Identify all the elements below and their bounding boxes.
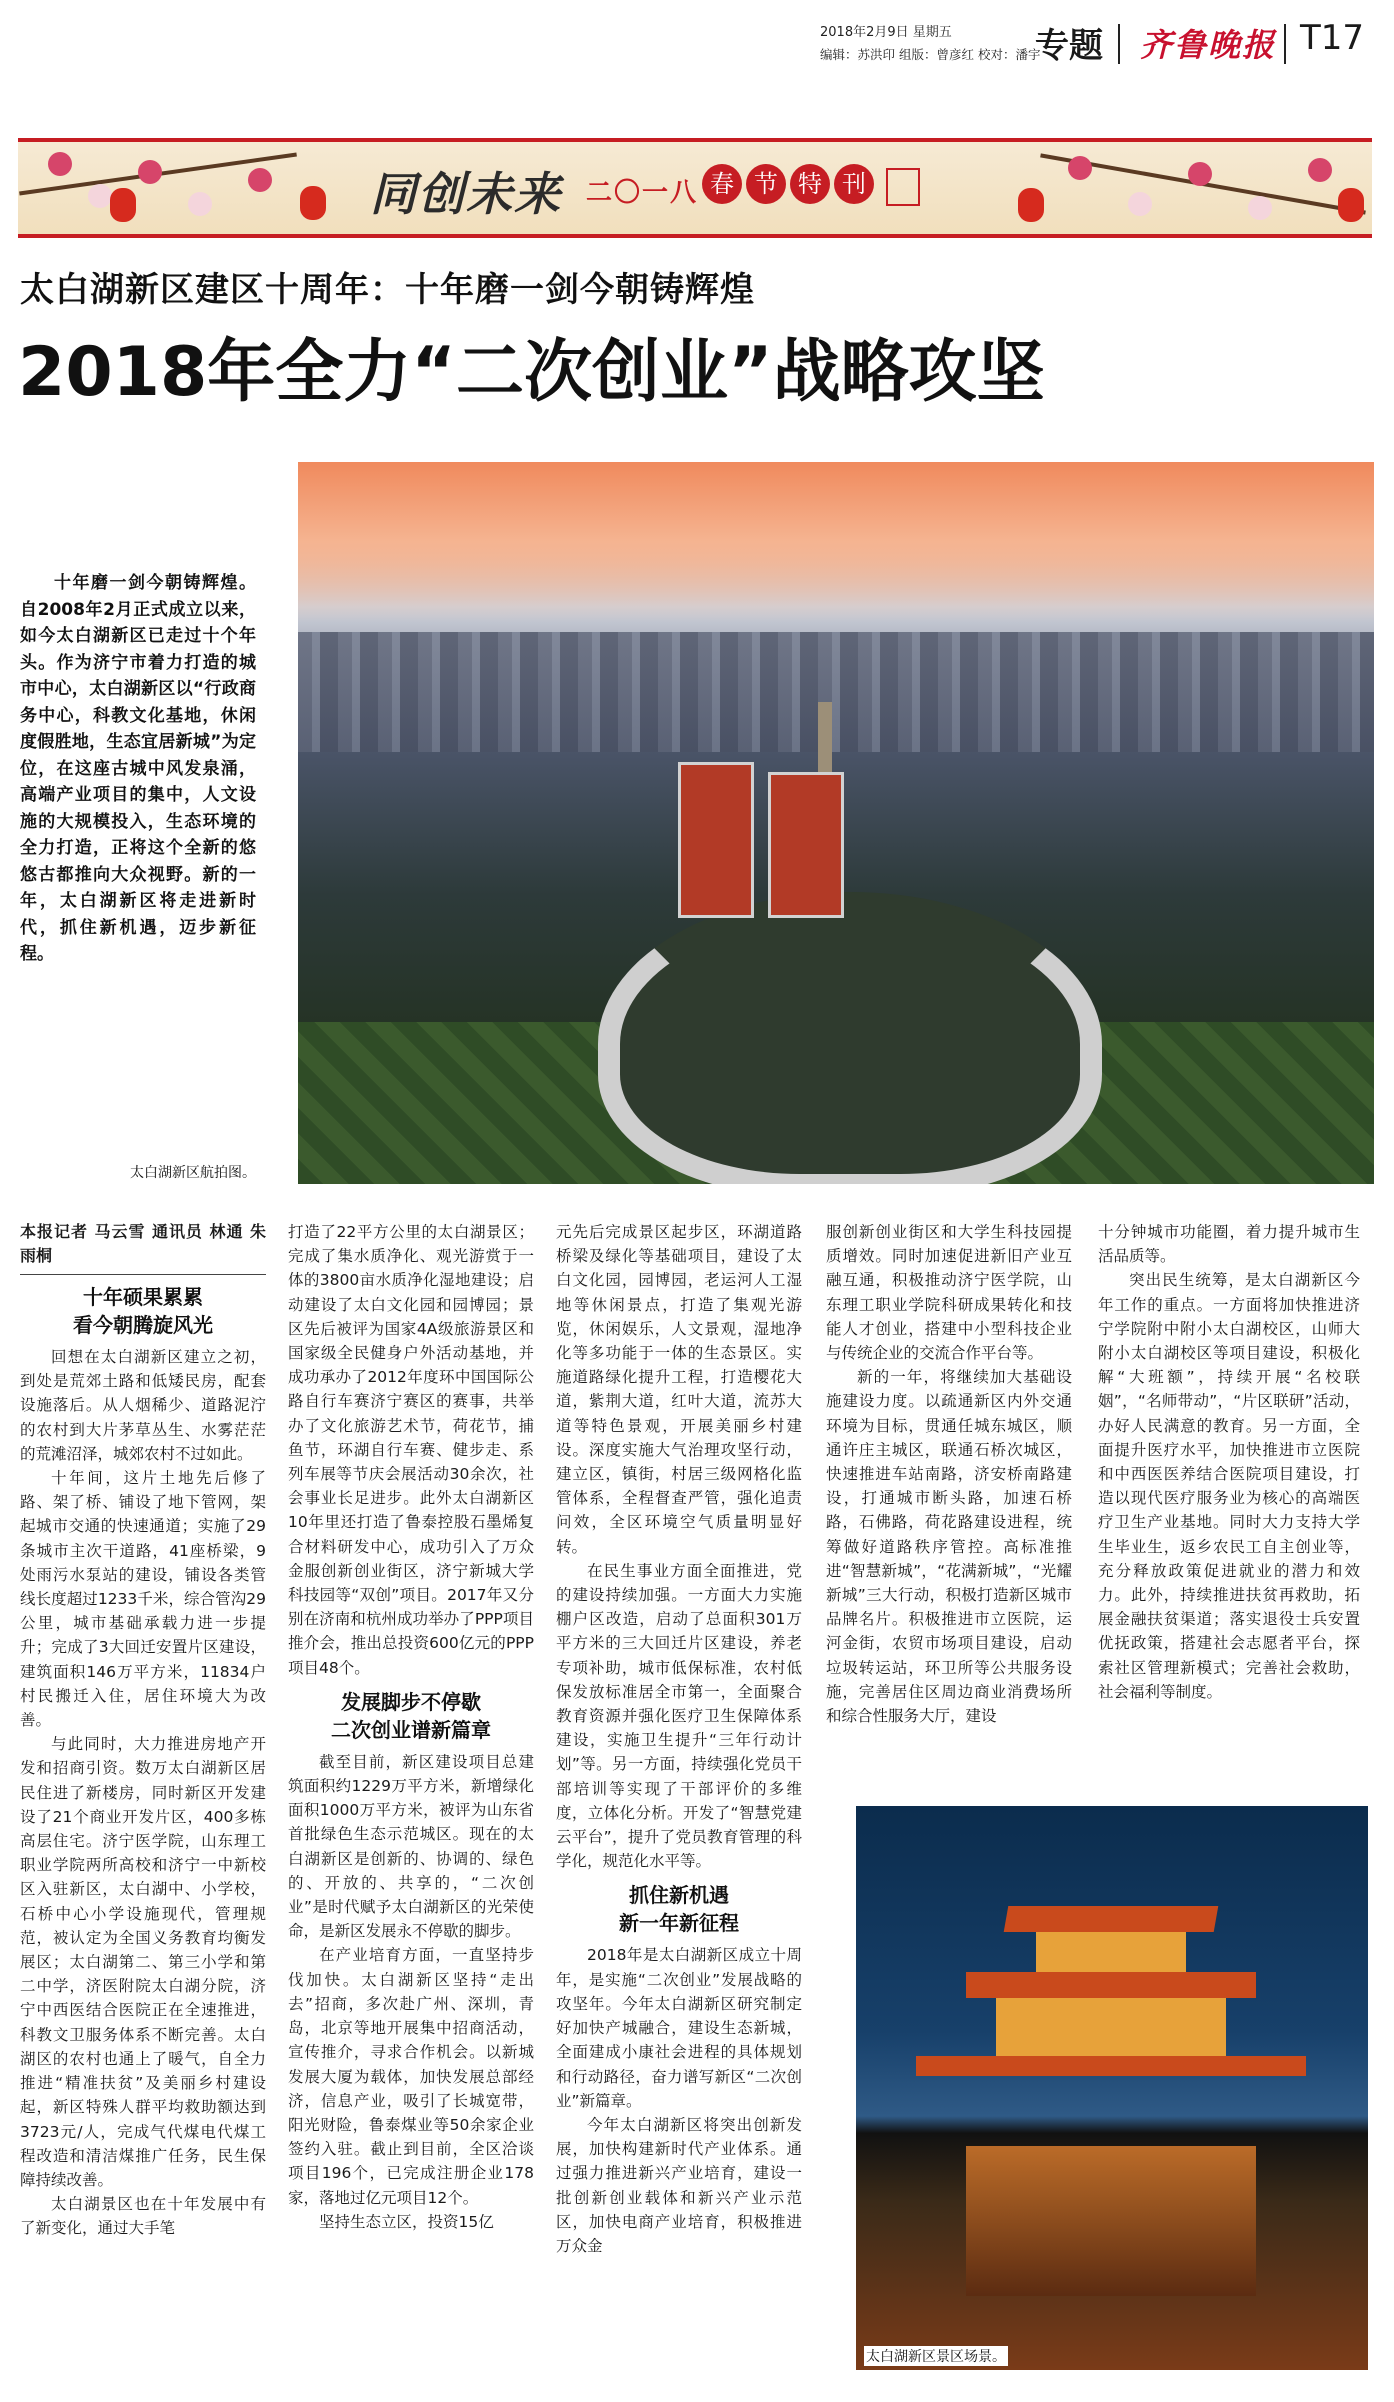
byline: 本报记者 马云雪 通讯员 林通 朱雨桐 [20,1220,266,1275]
lead-text: 十年磨一剑今朝铸辉煌。自2008年2月正式成立以来，如今太白湖新区已走过十个年头。作为济宁市着力打造的城市中心，太白湖新区以“行政商务中心，科教文化基地，休闲度假胜地，生态宜居新城”为定位，在这座古城中风发泉涌，高端产业项目的集中，人文设施的大规模投入，生态环境的全力打造，正将这个全新的悠悠古都推向大众视野。新的一年，太白湖新区将走进新时代，抓住新机遇，迈步新征程。 [20,573,256,964]
article-column-4 [826,1220,1072,1728]
plum-flower-graphic [138,160,162,184]
paragraph: 太白湖景区也在十年发展中有了新变化，通过大手笔 [20,2195,266,2238]
article-column-5 [1098,1220,1360,1704]
plum-flower-graphic [1068,156,1092,180]
plum-flower-graphic [1308,158,1332,182]
banner-year: 二〇一八 [586,178,699,208]
paragraph: 与此同时，大力推进房地产开发和招商引资。数万太白湖新区居民住进了新楼房，同时新区开发建设了21个商业开发片区，400多栋高层住宅。济宁医学院，山东理工职业学院两所高校和济宁一中新校区入驻新区，太白湖中、小学校，石桥中心小学设施现代，管理规范，被认定为全国义务教育均衡发展区；太白湖第二、第三小学和第二中学，济医附院太白湖分院，济宁中西医结合医院正在全速推进，科教文卫服务体系不断完善。太白湖区的农村也通上了暖气，自全力推进“精准扶贫”及美丽乡村建设起，新区特殊人群平均救助额达到3723元/人，完成气代煤电代煤工程改造和清洁煤推广任务，民生保障持续改善。 [20,1735,266,2189]
lead-paragraph [20,570,256,968]
aerial-photo [298,462,1374,1184]
paragraph: 十分钟城市功能圈，着力提升城市生活品质等。 [1098,1223,1360,1266]
date-line: 2018年2月9日 星期五 [820,25,952,40]
festival-banner [18,138,1372,238]
paragraph: 截至目前，新区建设项目总建筑面积约1229万平方米，新增绿化面积1000万平方米，被评为山东省首批绿色生态示范城区。现在的太白湖新区是创新的、协调的、绿色的、开放的、共享的，“二次创业”是时代赋予太白湖新区的光荣使命，是新区发展永不停歇的脚步。 [288,1752,534,1941]
pavilion-photo [856,1806,1368,2370]
badge-char: 特 [790,164,830,204]
section-heading-1: 十年硕果累累 看今朝腾旋风光 [73,1285,213,1337]
plum-flower-graphic [188,192,212,216]
paragraph: 2018年是太白湖新区成立十周年，是实施“二次创业”发展战略的攻坚年。今年太白湖新区研究制定好加快产城融合，建设生态新城，全面建成小康社会进程的具体规划和行动路径，奋力谱写新区“二次创业”新篇章。 [556,1946,802,2110]
section-topic: 专题 [1035,26,1103,66]
photo1-caption: 太白湖新区航拍图。 [128,1162,258,1182]
paragraph: 元先后完成景区起步区，环湖道路桥梁及绿化等基础项目，建设了太白文化园，园博园，老运河人工湿地等休闲景点，打造了集观光游览，休闲娱乐，人文景观，湿地净化等多功能于一体的生态景区。实施道路绿化提升工程，打造樱花大道，紫荆大道，红叶大道，流苏大道等特色景观，开展美丽乡村建设。深度实施大气治理攻坚行动，建立区，镇街，村居三级网格化监管体系，全程督查严管，强化追责问效，全区环境空气质量明显好转。 [556,1223,802,1556]
headline-subtitle: 太白湖新区建区十周年：十年磨一剑今朝铸辉煌 [20,270,755,310]
header-divider [1118,24,1120,64]
spring-festival-badges [702,164,878,204]
section-heading-2: 发展脚步不停歇 二次创业谱新篇章 [331,1689,491,1742]
article-column-3 [556,1220,802,2258]
plum-flower-graphic [48,152,72,176]
masthead-meta [820,22,1040,66]
paragraph: 突出民生统筹，是太白湖新区今年工作的重点。一方面将加快推进济宁学院附中附小太白湖校区，山师大附小太白湖校区等项目建设，积极化解“大班额”，持续开展“名校联姻”，“名师带动”，“片区联研”活动，办好人民满意的教育。另一方面，全面提升医疗水平，加快推进市立医院和中西医医养结合医院项目建设，打造以现代医疗服务业为核心的高端医疗卫生产业基地。同时大力支持大学生毕业生，返乡农民工自主创业等，充分释放政策促进就业的潜力和效力。此外，持续推进扶贫再救助，拓展金融扶贫渠道；落实退役士兵安置优抚政策，搭建社会志愿者平台，探索社区管理新模式；完善社会救助，社会福利等制度。 [1098,1271,1360,1701]
plum-flower-graphic [1188,162,1212,186]
plum-flower-graphic [88,184,112,208]
paragraph: 打造了22平方公里的太白湖景区；完成了集水质净化、观光游赏于一体的3800亩水质净化湿地建设；启动建设了太白文化园和园博园；景区先后被评为国家4A级旅游景区和国家级全民健身户外活动基地，并成功承办了2012年度环中国国际公路自行车赛济宁赛区的赛事，共举办了文化旅游艺术节，荷花节，捕鱼节，环湖自行车赛、健步走、系列车展等节庆会展活动30余次，社会事业长足进步。此外太白湖新区10年里还打造了鲁泰控股石墨烯复合材料研发中心，成功引入了万众金服创新创业街区，济宁新城大学科技园等“双创”项目。2017年又分别在济南和杭州成功举办了PPP项目推介会，推出总投资600亿元的PPP项目48个。 [288,1223,534,1677]
paragraph: 服创新创业街区和大学生科技园提质增效。同时加速促进新旧产业互融互通，积极推动济宁医学院，山东理工职业学院科研成果转化和技能人才创业，搭建中小型科技企业与传统企业的交流合作平台等。 [826,1223,1072,1363]
badge-char: 节 [746,164,786,204]
paragraph: 在民生事业方面全面推进，党的建设持续加强。一方面大力实施棚户区改造，启动了总面积301万平方米的三大回迁片区建设，养老专项补助，城市低保标准，农村低保发放标准居全市第一，全面聚合教育资源并强化医疗卫生保障体系建设，实施卫生提升“三年行动计划”等。另一方面，持续强化党员干部培训等实现了干部评价的多维度，立体化分析。开发了“智慧党建云平台”，提升了党员教育管理的科学化，规范化水平等。 [556,1561,802,1871]
paragraph: 十年间，这片土地先后修了路、架了桥、铺设了地下管网，架起城市交通的快速通道；实施了29条城市主次干道路，41座桥梁，9处雨污水泵站的建设，铺设各类管线长度超过1233千米，综合管沟29公里，城市基础承载力进一步提升；完成了3大回迁安置片区建设，建筑面积146万平方米，11834户村民搬迁入住，居住环境大为改善。 [20,1469,266,1730]
page-number: T17 [1300,18,1365,58]
plum-flower-graphic [1128,192,1152,216]
badge-char: 刊 [834,164,874,204]
plum-flower-graphic [248,168,272,192]
photo2-caption: 太白湖新区景区场景。 [864,2346,1008,2366]
paragraph: 新的一年，将继续加大基础设施建设力度。以疏通新区内外交通环境为目标，贯通任城东城区，顺通许庄主城区，联通石桥次城区，快速推进车站南路，济安桥南路建设，打通城市断头路，加速石桥路，石佛路，荷花路建设进程，统筹做好道路秩序管控。高标准推进“智慧新城”，“花满新城”，“光耀新城”三大行动，积极打造新区城市品牌名片。积极推进市立医院，运河金街，农贸市场项目建设，启动垃圾转运站，环卫所等公共服务设施，完善居住区周边商业消费场所和综合性服务大厅，建设 [826,1368,1072,1726]
seal-graphic [886,168,920,206]
badge-char: 春 [702,164,742,204]
editors-line: 编辑：苏洪印 组版：曾彦红 校对：潘宇 [820,47,1041,62]
article-column-1 [20,1220,266,2241]
header-divider [1284,24,1286,64]
lantern-graphic [110,188,136,222]
plum-flower-graphic [1248,196,1272,220]
headline-title: 2018年全力“二次创业”战略攻坚 [18,333,1045,412]
paragraph: 在产业培育方面，一直坚持步伐加快。太白湖新区坚持“走出去”招商，多次赴广州、深圳，青岛，北京等地开展集中招商活动，宣传推介，寻求合作机会。以新城发展大厦为载体，加快发展总部经济，信息产业，吸引了长城宽带，阳光财险，鲁泰煤业等50余家企业签约入驻。截止到目前，全区洽谈项目196个，已完成注册企业178家，落地过亿元项目12个。 [288,1946,534,2207]
newspaper-logo: 齐鲁晚报 [1140,26,1277,64]
lantern-graphic [1018,188,1044,222]
lantern-graphic [300,186,326,220]
banner-title: 同创未来 [370,167,562,221]
article-column-2 [288,1220,534,2234]
lantern-graphic [1338,188,1364,222]
section-heading-3: 抓住新机遇 新一年新征程 [619,1883,739,1936]
paragraph: 回想在太白湖新区建立之初，到处是荒郊土路和低矮民房，配套设施落后。从人烟稀少、道路泥泞的农村到大片茅草丛生、水雾茫茫的荒滩沼泽，城郊农村不过如此。 [20,1348,266,1463]
paragraph: 今年太白湖新区将突出创新发展，加快构建新时代产业体系。通过强力推进新兴产业培育，建设一批创新创业载体和新兴产业示范区，加快电商产业培育，积极推进万众金 [556,2115,802,2255]
paragraph: 坚持生态立区，投资15亿 [319,2212,494,2231]
